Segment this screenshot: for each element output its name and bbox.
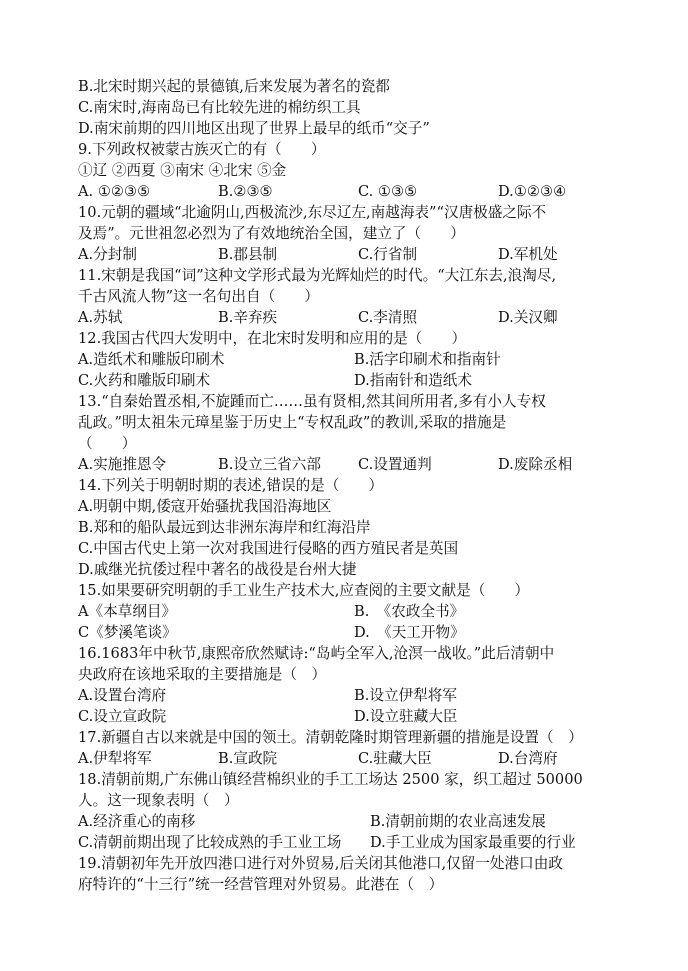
option-b: B.活字印刷术和指南针 [354,351,501,368]
option-c: C.行省制 [358,246,418,263]
question-9-items: ①辽 ②西夏 ③南宋 ④北宋 ⑤金 [78,162,287,179]
question-14-option-a: A.明朝中期,倭寇开始骚扰我国沿海地区 [78,498,332,515]
option-c: C. ①③⑤ [358,183,418,200]
option-a: A《本草纲目》 [78,603,177,620]
question-14-option-b: B.郑和的船队最远到达非洲东海岸和红海沿岸 [78,519,371,536]
question-11-options [78,307,626,328]
option-d: D.①②③④ [498,183,567,200]
option-d: D.台湾府 [498,750,558,767]
option-c: C《梦溪笔谈》 [78,624,177,641]
question-18: 18.清朝前期,广东佛山镇经营棉织业的手工工场达 2500 家，织工超过 50000 [78,771,583,788]
option-b: B.郡县制 [218,246,278,263]
question-18-options-cd [78,832,626,853]
question-10-options [78,244,626,265]
option-c: C.清朝前期出现了比较成熟的手工业工场 [78,834,342,851]
option-d: D.指南针和造纸术 [354,372,472,389]
option-b: B.宣政院 [218,750,278,767]
question-12-options-cd [78,370,626,391]
question-9: 9.下列政权被蒙古族灭亡的有（ ） [78,141,326,158]
question-15-options-cd [78,622,626,643]
question-11: 11.宋朝是我国“词”这种文学形式最为光辉灿烂的时代。“大江东去,浪淘尽, [78,267,557,284]
option-a: A. ①②③⑤ [78,183,151,200]
question-10-cont: 及焉”。元世祖忽必烈为了有效地统治全国，建立了（ ） [78,225,465,242]
question-18-cont: 人。这一现象表明（ ） [78,792,239,809]
question-14: 14.下列关于明朝时期的表述,错误的是（ ） [78,477,384,494]
option-c: C.李清照 [358,309,418,326]
option-b: B.设立伊犁将军 [354,687,457,704]
question-14-option-d: D.戚继光抗倭过程中著名的战役是台州大捷 [78,561,357,578]
question-13-options [78,454,626,475]
option-line: C.南宋时,海南岛已有比较先进的棉纺织工具 [78,99,361,116]
question-16-cont: 央政府在该地采取的主要措施是（ ） [78,666,327,683]
option-line: B.北宋时期兴起的景德镇,后来发展为著名的瓷都 [78,78,390,95]
question-14-option-c: C.中国古代史上第一次对我国进行侵略的西方殖民者是英国 [78,540,459,557]
option-c: C.设置通判 [358,456,432,473]
question-17-options [78,748,626,769]
option-d: D.手工业成为国家最重要的行业 [370,834,576,851]
option-a: A.分封制 [78,246,137,263]
option-d: D.设立驻藏大臣 [354,708,458,725]
question-13-cont: 乱政。”明太祖朱元璋星鉴于历史上“专权乱政”的教训,采取的措施是 [78,414,507,431]
question-12-options-ab [78,349,626,370]
option-d: D.军机处 [498,246,558,263]
question-17: 17.新疆自古以来就是中国的领土。清朝乾隆时期管理新疆的措施是设置（ ） [78,729,583,746]
option-a: A.设置台湾府 [78,687,167,704]
question-9-options [78,181,626,202]
option-a: A.造纸术和雕版印刷术 [78,351,225,368]
question-12: 12.我国古代四大发明中，在北宋时发明和应用的是（ ） [78,330,467,347]
question-15: 15.如果要研究明朝的手工业生产技术大,应查阅的主要文献是（ ） [78,582,530,599]
question-13: 13.“自秦始置丞相,不旋踵而亡……虽有贤相,然其间所用者,多有小人专权 [78,393,546,410]
option-a: A.经济重心的南移 [78,813,196,830]
question-18-options-ab [78,811,626,832]
question-10: 10.元朝的疆域“北逾阴山,西极流沙,东尽辽左,南越海表”“汉唐极盛之际不 [78,204,547,221]
option-b: B.清朝前期的农业高速发展 [370,813,546,830]
question-19: 19.清朝初年先开放四港口进行对外贸易,后关闭其他港口,仅留一处港口由政 [78,855,563,872]
option-c: C.火药和雕版印刷术 [78,372,211,389]
option-a: A.伊犁将军 [78,750,152,767]
question-19-cont: 府特许的“十三行”统一经营管理对外贸易。此港在（ ） [78,876,444,893]
option-a: A.苏轼 [78,309,123,326]
option-b: B. 《农政全书》 [354,603,465,620]
option-a: A.实施推恩令 [78,456,167,473]
question-16-options-ab [78,685,626,706]
question-11-cont: 千古风流人物”这一名句出自（ ） [78,288,319,305]
option-d: D.关汉卿 [498,309,558,326]
option-b: B.②③⑤ [218,183,273,200]
exam-content [78,76,626,895]
question-15-options-ab [78,601,626,622]
option-line: D.南宋前期的四川地区出现了世界上最早的纸币“交子” [78,120,430,137]
option-d: D.废除丞相 [498,456,573,473]
option-c: C.驻藏大臣 [358,750,432,767]
option-c: C.设立宣政院 [78,708,167,725]
question-16-options-cd [78,706,626,727]
option-b: B.辛弃疾 [218,309,278,326]
question-16: 16.1683年中秋节,康熙帝欣然赋诗:“岛屿全军入,沧溟一战收。”此后清朝中 [78,645,555,662]
option-d: D. 《天工开物》 [354,624,465,641]
option-b: B.设立三省六部 [218,456,321,473]
question-13-blank: （ ） [78,435,137,452]
